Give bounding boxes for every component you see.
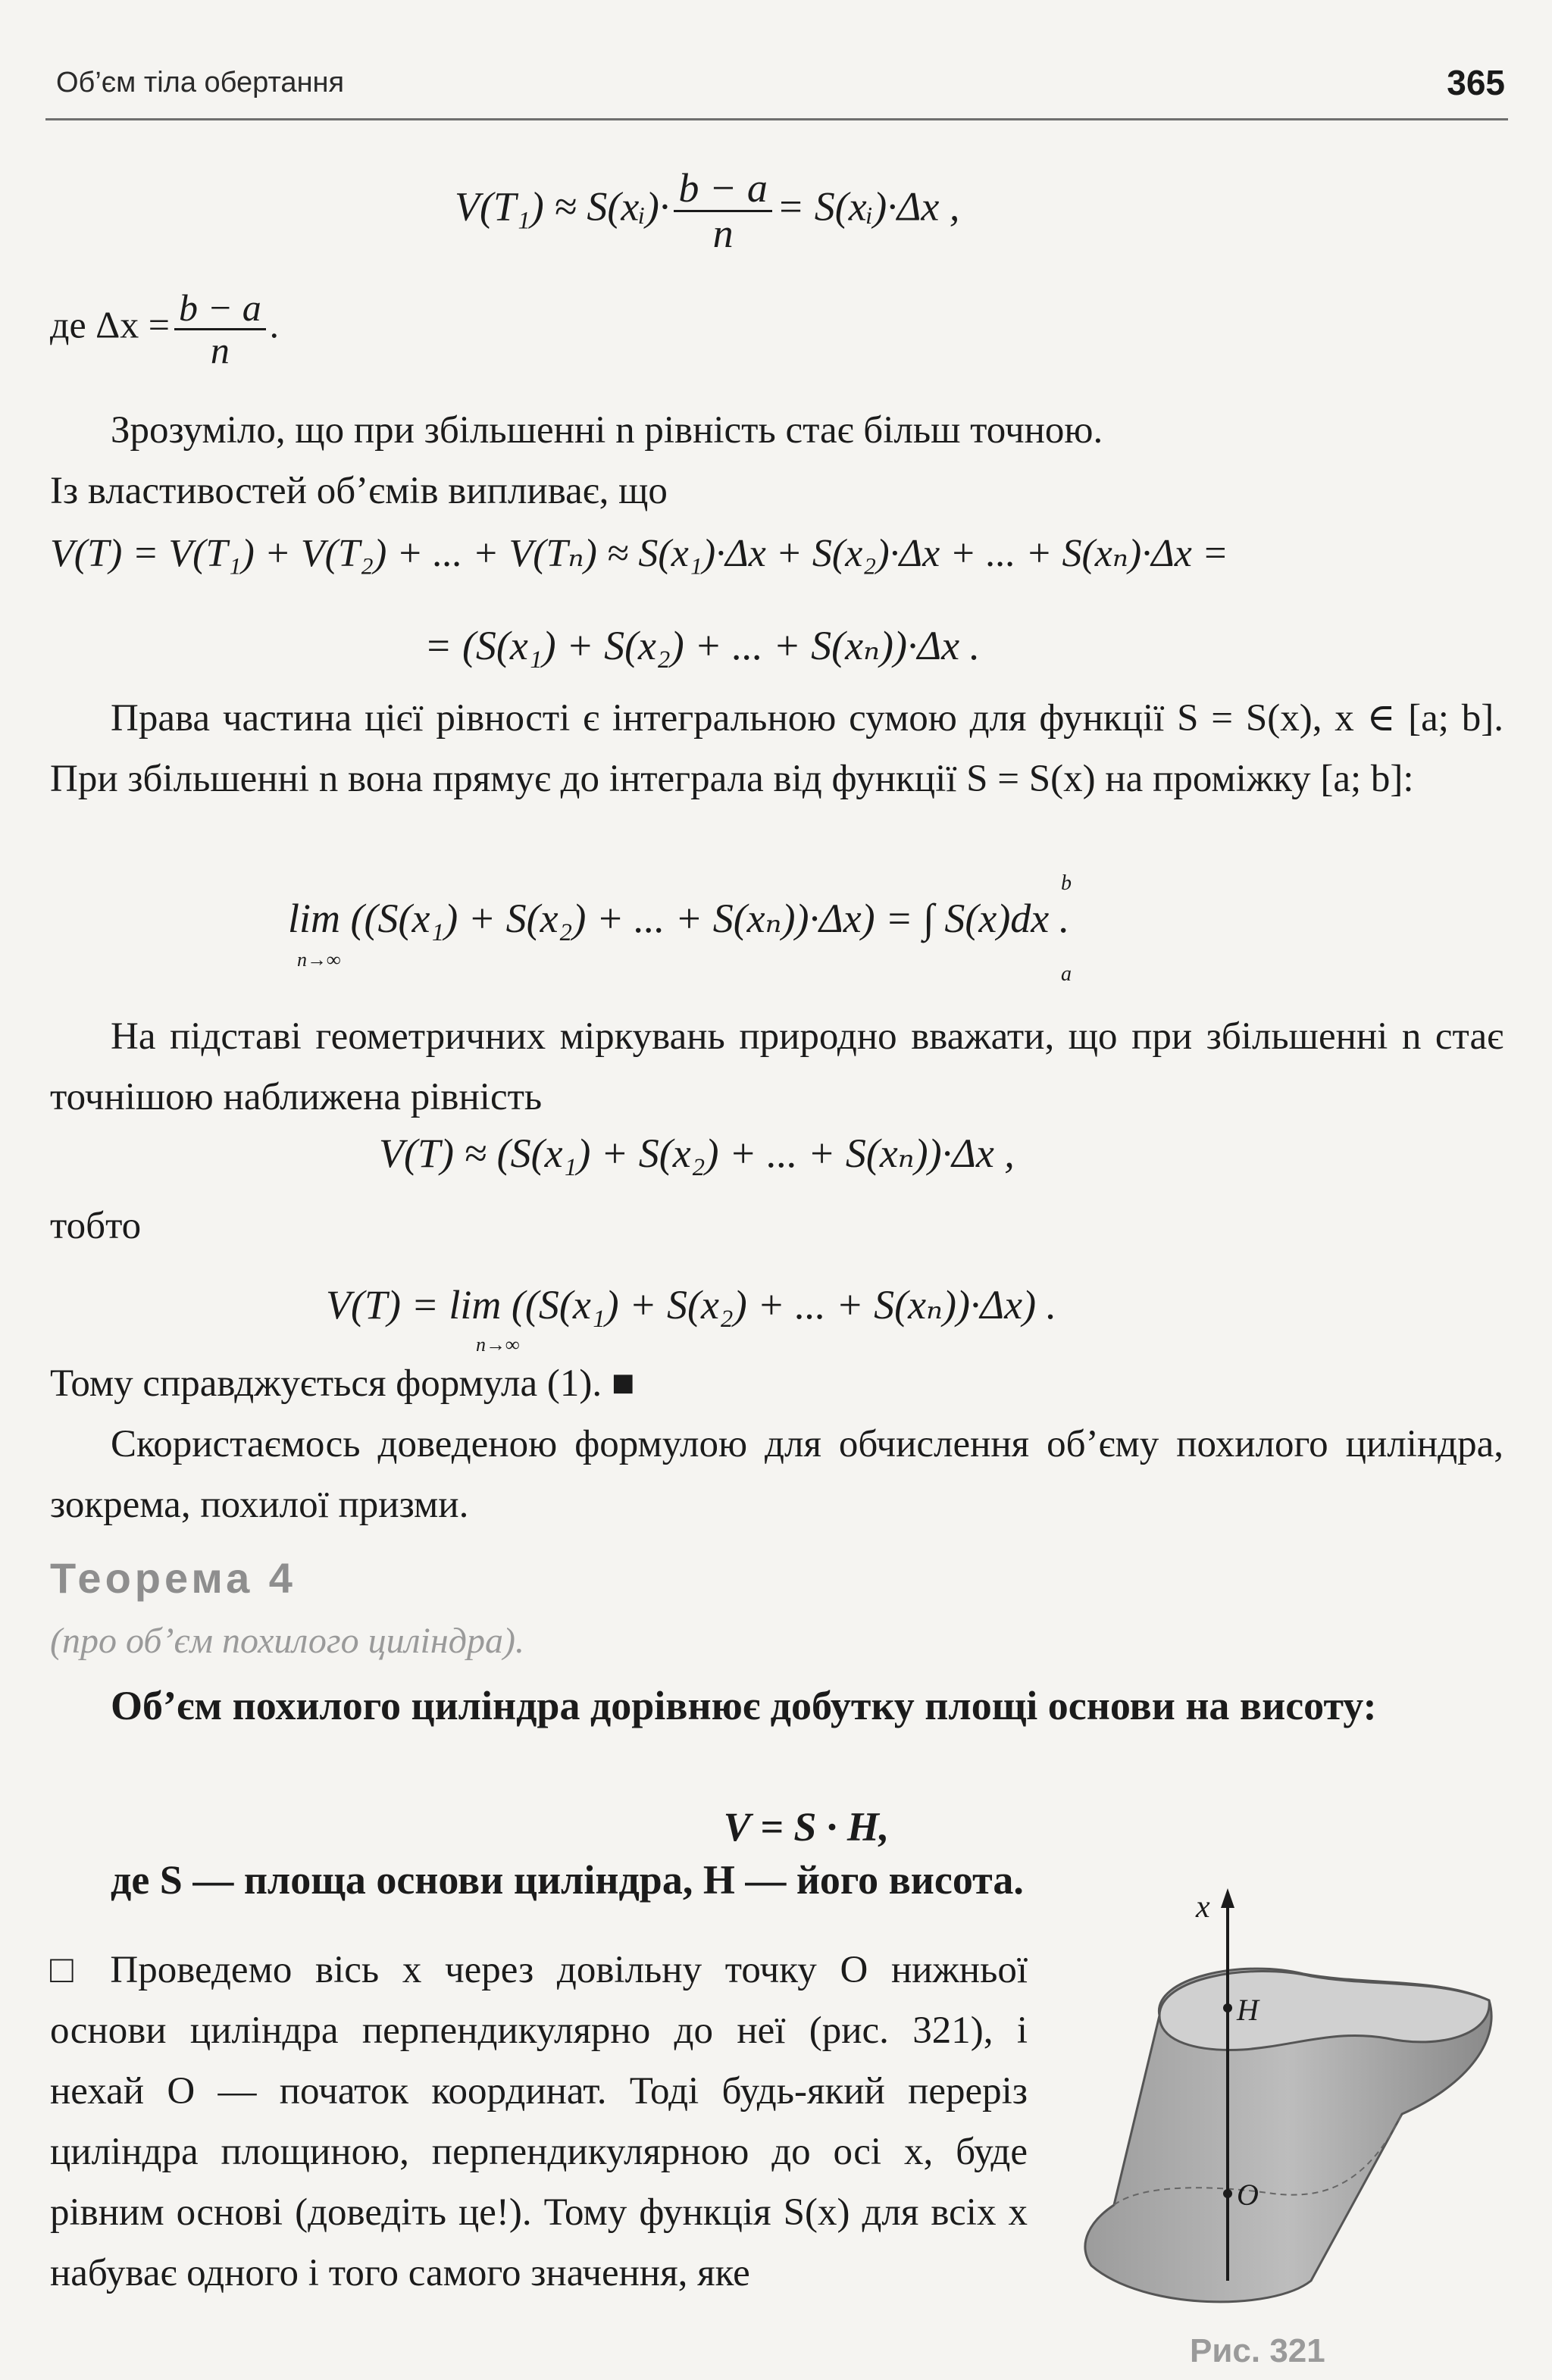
- point-o: [1223, 2189, 1232, 2198]
- page-number: 365: [1447, 63, 1505, 102]
- paragraph-2: Із властивостей об’ємів випливає, що: [50, 470, 668, 512]
- paragraph-5: тобто: [50, 1205, 142, 1247]
- cylinder-top-base: [1159, 1971, 1489, 2050]
- equation-5: V(T) ≈ (S(x₁) + S(x₂) + ... + S(xₙ))·Δx ,: [379, 1131, 1015, 1176]
- running-header: Об’єм тіла обертання: [56, 67, 345, 99]
- fraction-numerator: b − a: [674, 167, 771, 212]
- equation-1-rhs: = S(xᵢ)·Δx ,: [776, 183, 960, 230]
- equation-3: = (S(x₁) + S(x₂) + ... + S(xₙ))·Δx .: [424, 623, 981, 668]
- fraction-numerator: b − a: [174, 288, 266, 330]
- header-rule: [45, 118, 1508, 120]
- axis-label-x: x: [1196, 1890, 1210, 1925]
- equation-1-lhs: V(T₁) ≈ S(xᵢ)·: [455, 183, 670, 230]
- theorem-statement: Об’єм похилого циліндра дорівнює добутку площі основи на висоту:: [111, 1683, 1377, 1728]
- label-o: O: [1237, 2178, 1259, 2212]
- theorem-formula: V = S · H,: [723, 1804, 890, 1850]
- paragraph-6: Тому справджується формула (1). ■: [50, 1362, 635, 1405]
- equation-1: [455, 167, 959, 255]
- x-axis-arrow: [1221, 1888, 1234, 1908]
- delta-x-period: .: [270, 303, 280, 346]
- point-h: [1223, 2003, 1232, 2013]
- label-h: H: [1237, 1993, 1259, 2027]
- delta-x-definition: [50, 288, 280, 370]
- proof-text: □ Проведемо вісь x через довільну точку O нижньої основи циліндра перпендикулярно до неї (рис. 321), і нехай O — початок координат. Тоді будь-який переріз циліндра площиною, перпендикулярною до осі x, буде рівним основі (доведіть це!). Тому функція S(x) для всіх x набуває одного і того самого значення, яке: [50, 1949, 1028, 2294]
- paragraph-1: Зрозуміло, що при збільшенні n рівність стає більш точною.: [111, 409, 1103, 452]
- equation-2: V(T) = V(T₁) + V(T₂) + ... + V(Tₙ) ≈ S(x₁)·Δx + S(x₂)·Δx + ... + S(xₙ)·Δx =: [50, 532, 1228, 575]
- figure-321: [1046, 1887, 1508, 2326]
- paragraph-4: На підставі геометричних міркувань природно вважати, що при збільшенні n стає точнішою наближена рівність: [50, 1015, 1504, 1118]
- fraction-denominator: n: [210, 328, 230, 371]
- equation-4: lim ((S(x₁) + S(x₂) + ... + S(xₙ))·Δx) = ∫ S(x)dx .: [288, 896, 1070, 941]
- delta-x-label: де Δx =: [50, 303, 170, 346]
- figure-caption: Рис. 321: [1190, 2332, 1325, 2369]
- theorem-definitions: де S — площа основи циліндра, H — його висота.: [111, 1857, 1024, 1903]
- fraction-denominator: n: [712, 210, 734, 256]
- paragraph-7: Скористаємось доведеною формулою для обчислення об’єму похилого циліндра, зокрема, похилої призми.: [50, 1423, 1504, 1526]
- equation-6: V(T) = lim ((S(x₁) + S(x₂) + ... + S(xₙ))·Δx) .: [326, 1282, 1057, 1328]
- theorem-title: Теорема 4: [50, 1554, 296, 1602]
- equation-4-limit-subscript: n→∞: [297, 949, 341, 971]
- paragraph-3: Права частина цієї рівності є інтегральною сумою для функції S = S(x), x ∈ [a; b]. При збільшенні n вона прямує до інтеграла від функції S = S(x) на проміжку [a; b]:: [50, 697, 1504, 800]
- delta-x-fraction: [174, 288, 266, 370]
- equation-1-fraction: [674, 167, 771, 255]
- integral-upper-limit: b: [1061, 871, 1072, 895]
- equation-6-limit-subscript: n→∞: [476, 1334, 520, 1356]
- theorem-subtitle: (про об’єм похилого циліндра).: [50, 1621, 524, 1661]
- integral-lower-limit: a: [1061, 962, 1072, 986]
